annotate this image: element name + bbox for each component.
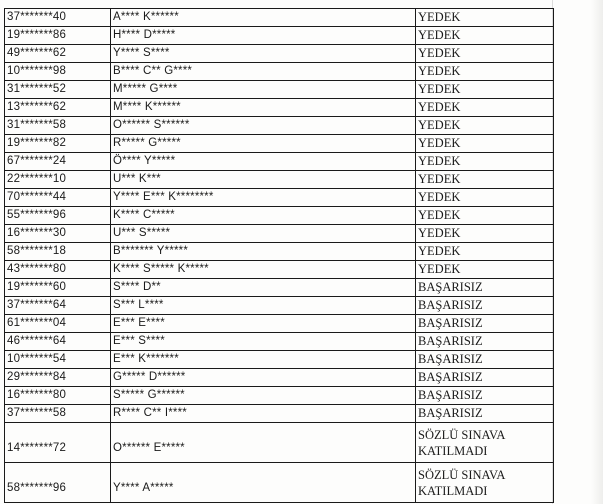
name-cell: M**** K******: [111, 99, 416, 117]
name-cell: E*** E****: [111, 315, 416, 333]
name-cell: E*** S****: [111, 333, 416, 351]
id-cell: 58*******18: [5, 243, 111, 261]
status-cell: YEDEK: [416, 171, 554, 189]
table-row: [5, 63, 554, 81]
id-cell: 70*******44: [5, 189, 111, 207]
status-cell: BAŞARISIZ: [416, 333, 554, 351]
status-line-2: KATILMADI: [418, 483, 488, 498]
id-cell: 16*******80: [5, 387, 111, 405]
id-cell: 29*******84: [5, 369, 111, 387]
name-cell: Y**** S****: [111, 45, 416, 63]
id-cell: 61*******04: [5, 315, 111, 333]
scan-edge-shadow: [591, 0, 603, 504]
status-cell: YEDEK: [416, 9, 554, 27]
id-cell: 55*******96: [5, 207, 111, 225]
id-cell: 43*******80: [5, 261, 111, 279]
id-cell: 31*******58: [5, 117, 111, 135]
table-row: [5, 387, 554, 405]
name-cell: Y**** E*** K********: [111, 189, 416, 207]
id-cell: 49*******62: [5, 45, 111, 63]
id-cell: 10*******98: [5, 63, 111, 81]
status-cell: BAŞARISIZ: [416, 297, 554, 315]
table-row: [5, 99, 554, 117]
table-row: [5, 463, 554, 503]
status-cell: YEDEK: [416, 117, 554, 135]
table-row: [5, 117, 554, 135]
table-row: [5, 369, 554, 387]
table-row: [5, 135, 554, 153]
name-cell: O****** S******: [111, 117, 416, 135]
name-cell: O****** E*****: [111, 423, 416, 463]
id-cell: 37*******64: [5, 297, 111, 315]
name-cell: S*** L****: [111, 297, 416, 315]
status-cell: YEDEK: [416, 153, 554, 171]
table-row: [5, 81, 554, 99]
name-cell: S***** G******: [111, 387, 416, 405]
status-cell: BAŞARISIZ: [416, 387, 554, 405]
status-cell: YEDEK: [416, 207, 554, 225]
status-cell: [416, 423, 554, 463]
id-cell: 14*******72: [5, 423, 111, 463]
name-cell: R***** G*****: [111, 135, 416, 153]
name-cell: Y**** A*****: [111, 463, 416, 503]
id-cell: 19*******60: [5, 279, 111, 297]
status-cell: YEDEK: [416, 27, 554, 45]
table-row: [5, 225, 554, 243]
table-row: [5, 207, 554, 225]
id-cell: 19*******86: [5, 27, 111, 45]
id-cell: 58*******96: [5, 463, 111, 503]
name-cell: S**** D**: [111, 279, 416, 297]
id-cell: 46*******64: [5, 333, 111, 351]
table-row: [5, 297, 554, 315]
table-row: [5, 189, 554, 207]
status-cell: YEDEK: [416, 99, 554, 117]
table-row: [5, 279, 554, 297]
name-cell: U*** S*****: [111, 225, 416, 243]
status-cell: YEDEK: [416, 261, 554, 279]
table-row: [5, 171, 554, 189]
table-row: [5, 45, 554, 63]
table-row: [5, 27, 554, 45]
table-row: [5, 315, 554, 333]
status-cell: YEDEK: [416, 45, 554, 63]
name-cell: K**** C*****: [111, 207, 416, 225]
name-cell: G***** D******: [111, 369, 416, 387]
table-row: [5, 351, 554, 369]
name-cell: B**** C** G****: [111, 63, 416, 81]
status-line-1: SÖZLÜ SINAVA: [418, 467, 506, 482]
status-cell: [416, 463, 554, 503]
status-cell: YEDEK: [416, 225, 554, 243]
name-cell: M***** G****: [111, 81, 416, 99]
name-cell: K**** S***** K*****: [111, 261, 416, 279]
name-cell: H**** D*****: [111, 27, 416, 45]
status-line-2: KATILMADI: [418, 443, 488, 458]
name-cell: R**** C** I****: [111, 405, 416, 423]
id-cell: 13*******62: [5, 99, 111, 117]
name-cell: U*** K***: [111, 171, 416, 189]
status-cell: BAŞARISIZ: [416, 405, 554, 423]
id-cell: 37*******58: [5, 405, 111, 423]
id-cell: 22*******10: [5, 171, 111, 189]
id-cell: 37*******40: [5, 9, 111, 27]
table-row: [5, 9, 554, 27]
table-row: [5, 261, 554, 279]
status-cell: BAŞARISIZ: [416, 369, 554, 387]
id-cell: 10*******54: [5, 351, 111, 369]
id-cell: 31*******52: [5, 81, 111, 99]
table-row: [5, 153, 554, 171]
id-cell: 67*******24: [5, 153, 111, 171]
name-cell: E*** K*******: [111, 351, 416, 369]
status-cell: BAŞARISIZ: [416, 351, 554, 369]
table-row: [5, 243, 554, 261]
status-cell: YEDEK: [416, 135, 554, 153]
name-cell: Ö**** Y*****: [111, 153, 416, 171]
status-cell: BAŞARISIZ: [416, 315, 554, 333]
id-cell: 19*******82: [5, 135, 111, 153]
name-cell: A**** K******: [111, 9, 416, 27]
table-row: [5, 423, 554, 463]
candidate-results-table: [4, 8, 554, 503]
status-cell: BAŞARISIZ: [416, 279, 554, 297]
status-cell: YEDEK: [416, 81, 554, 99]
id-cell: 16*******30: [5, 225, 111, 243]
name-cell: B******* Y*****: [111, 243, 416, 261]
status-line-1: SÖZLÜ SINAVA: [418, 427, 506, 442]
status-cell: YEDEK: [416, 63, 554, 81]
status-cell: YEDEK: [416, 189, 554, 207]
table-row: [5, 333, 554, 351]
table-row: [5, 405, 554, 423]
status-cell: YEDEK: [416, 243, 554, 261]
